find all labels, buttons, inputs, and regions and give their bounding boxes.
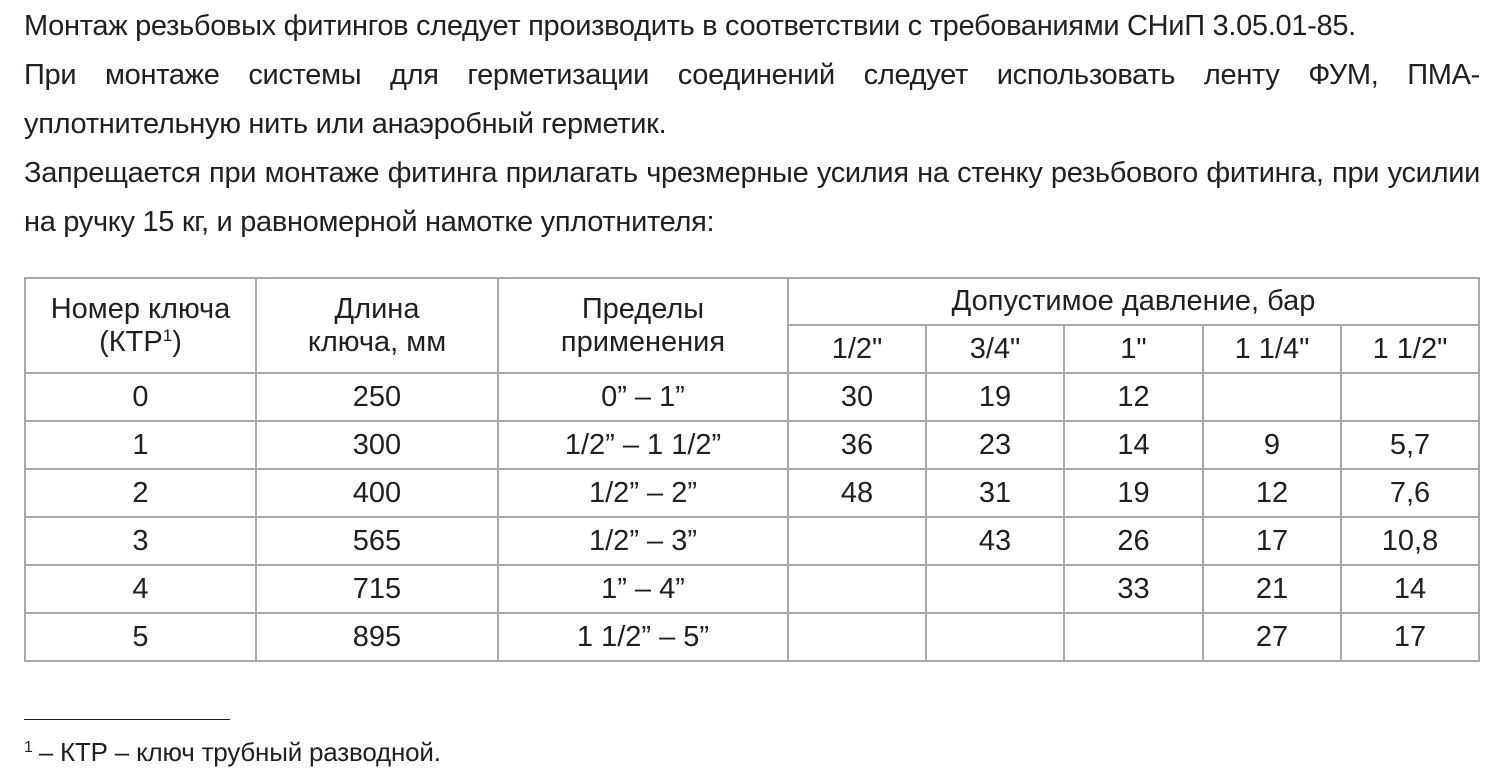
cell-pressure xyxy=(1064,613,1203,661)
cell-length: 565 xyxy=(256,517,498,565)
footnote-divider xyxy=(24,719,230,720)
cell-pressure: 7,6 xyxy=(1341,469,1479,517)
cell-pressure: 9 xyxy=(1203,421,1341,469)
table-row xyxy=(25,421,1479,469)
cell-key: 5 xyxy=(25,613,256,661)
cell-pressure: 30 xyxy=(788,373,926,421)
cell-length: 400 xyxy=(256,469,498,517)
cell-pressure: 43 xyxy=(926,517,1064,565)
header-key-number-close: ) xyxy=(172,325,182,358)
cell-length: 300 xyxy=(256,421,498,469)
table-row xyxy=(25,517,1479,565)
cell-pressure: 17 xyxy=(1203,517,1341,565)
header-pressure-col: 1/2" xyxy=(788,325,926,373)
cell-range: 1” – 4” xyxy=(498,565,788,613)
cell-range: 1/2” – 2” xyxy=(498,469,788,517)
wrench-pressure-table xyxy=(24,277,1480,662)
cell-key: 1 xyxy=(25,421,256,469)
cell-key: 4 xyxy=(25,565,256,613)
cell-pressure: 17 xyxy=(1341,613,1479,661)
cell-pressure xyxy=(1341,373,1479,421)
cell-key: 0 xyxy=(25,373,256,421)
cell-key: 2 xyxy=(25,469,256,517)
cell-range: 1 1/2” – 5” xyxy=(498,613,788,661)
paragraph-snip: Монтаж резьбовых фитингов следует производить в соответствии с требованиями СНиП 3.05.01-85. xyxy=(24,10,1356,42)
intro-text xyxy=(24,2,1480,247)
cell-pressure xyxy=(788,613,926,661)
paragraph-force-warning: Запрещается при монтаже фитинга прилагать чрезмерные усилия на стенку резьбового фитинга, при усилии на ручку 15 кг, и равномерной намотке уплотнителя: xyxy=(24,157,1480,238)
table-row xyxy=(25,469,1479,517)
header-key-length: Длина ключа, мм xyxy=(256,278,498,373)
cell-pressure: 19 xyxy=(926,373,1064,421)
header-pressure-group: Допустимое давление, бар xyxy=(788,278,1479,325)
cell-pressure: 31 xyxy=(926,469,1064,517)
cell-pressure: 23 xyxy=(926,421,1064,469)
cell-pressure: 14 xyxy=(1064,421,1203,469)
cell-pressure: 10,8 xyxy=(1341,517,1479,565)
footnote xyxy=(24,732,441,772)
cell-pressure: 19 xyxy=(1064,469,1203,517)
paragraph-sealing: При монтаже системы для герметизации соединений следует использовать ленту ФУМ, ПМА-уплотнительную нить или анаэробный герметик. xyxy=(24,59,1480,140)
footnote-text: – КТР – ключ трубный разводной. xyxy=(38,737,441,767)
cell-range: 1/2” – 1 1/2” xyxy=(498,421,788,469)
cell-pressure xyxy=(926,613,1064,661)
cell-pressure xyxy=(788,517,926,565)
cell-pressure: 21 xyxy=(1203,565,1341,613)
cell-pressure: 14 xyxy=(1341,565,1479,613)
header-key-number xyxy=(25,278,256,373)
header-application: Пределы применения xyxy=(498,278,788,373)
cell-range: 1/2” – 3” xyxy=(498,517,788,565)
header-pressure-col: 1 1/4" xyxy=(1203,325,1341,373)
header-key-number-label: Номер ключа (КТР xyxy=(50,292,231,358)
cell-pressure xyxy=(926,565,1064,613)
cell-key: 3 xyxy=(25,517,256,565)
footnote-marker: 1 xyxy=(24,739,33,756)
cell-pressure xyxy=(788,565,926,613)
table-row xyxy=(25,565,1479,613)
cell-length: 895 xyxy=(256,613,498,661)
cell-pressure: 33 xyxy=(1064,565,1203,613)
table-row xyxy=(25,613,1479,661)
cell-pressure: 36 xyxy=(788,421,926,469)
cell-pressure xyxy=(1203,373,1341,421)
table-row xyxy=(25,373,1479,421)
header-pressure-col: 1" xyxy=(1064,325,1203,373)
cell-pressure: 5,7 xyxy=(1341,421,1479,469)
cell-length: 250 xyxy=(256,373,498,421)
header-footnote-marker: 1 xyxy=(162,325,173,345)
cell-pressure: 12 xyxy=(1203,469,1341,517)
header-pressure-col: 3/4" xyxy=(926,325,1064,373)
cell-pressure: 26 xyxy=(1064,517,1203,565)
header-pressure-col: 1 1/2" xyxy=(1341,325,1479,373)
cell-length: 715 xyxy=(256,565,498,613)
cell-pressure: 48 xyxy=(788,469,926,517)
cell-pressure: 12 xyxy=(1064,373,1203,421)
cell-pressure: 27 xyxy=(1203,613,1341,661)
cell-range: 0” – 1” xyxy=(498,373,788,421)
